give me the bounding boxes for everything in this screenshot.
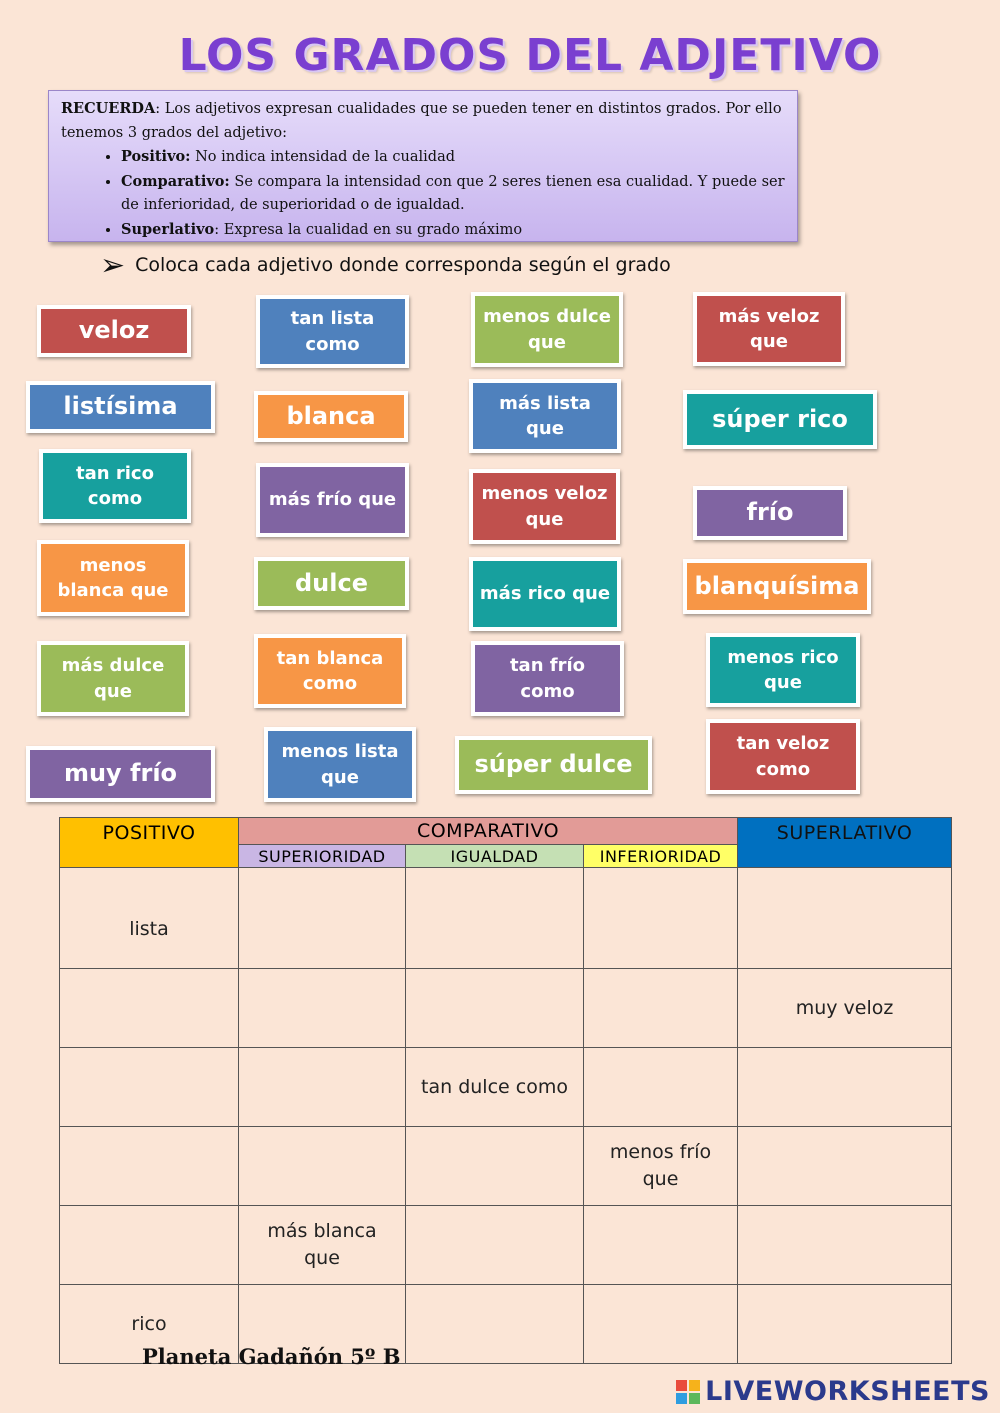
adjective-card[interactable]: tan frío como — [471, 641, 624, 716]
drop-cell[interactable] — [584, 969, 738, 1048]
header-igualdad: IGUALDAD — [406, 845, 584, 868]
drop-cell[interactable] — [60, 969, 239, 1048]
drop-cell[interactable] — [584, 1285, 738, 1364]
instruction-text: Coloca cada adjetivo donde corresponda según el grado — [135, 254, 671, 276]
adjective-card[interactable]: frío — [693, 486, 847, 540]
arrow-bullet-icon: ➢ — [100, 248, 126, 283]
adjective-card[interactable]: menos veloz que — [469, 469, 620, 544]
header-superioridad: SUPERIORIDAD — [239, 845, 406, 868]
recuerda-intro — [61, 97, 785, 145]
grado-text: Se compara la intensidad con que 2 seres tienen esa cualidad. Y puede ser de inferioridad, de superioridad o de igualdad. — [121, 173, 785, 213]
drop-cell[interactable]: tan dulce como — [406, 1048, 584, 1127]
adjective-card[interactable]: dulce — [254, 557, 409, 610]
drop-cell[interactable] — [239, 1048, 406, 1127]
grados-list — [61, 145, 785, 242]
grado-comparativo — [121, 170, 785, 218]
drop-cell[interactable] — [60, 1127, 239, 1206]
drop-cell[interactable] — [406, 1285, 584, 1364]
page-title: LOS GRADOS DEL ADJETIVO — [178, 30, 882, 81]
table-row — [60, 969, 952, 1048]
drop-cell[interactable] — [738, 868, 952, 969]
header-superlativo: SUPERLATIVO — [738, 818, 952, 868]
adjective-card[interactable]: más frío que — [256, 463, 409, 537]
drop-cell[interactable]: lista — [60, 868, 239, 969]
drop-cell[interactable] — [584, 1206, 738, 1285]
grado-text: : Expresa la cualidad en su grado máximo — [214, 221, 523, 238]
drop-cell[interactable] — [738, 1285, 952, 1364]
adjective-card[interactable]: muy frío — [26, 746, 215, 802]
drop-cell[interactable] — [239, 1127, 406, 1206]
liveworksheets-logo — [676, 1376, 990, 1407]
adjective-card[interactable]: menos rico que — [706, 633, 860, 707]
grado-positivo — [121, 145, 785, 170]
drop-cell[interactable]: menos frío que — [584, 1127, 738, 1206]
grado-superlativo — [121, 218, 785, 243]
adjective-card[interactable]: veloz — [37, 305, 191, 357]
drop-cell[interactable] — [60, 1048, 239, 1127]
table-row — [60, 868, 952, 969]
recuerda-box — [48, 90, 798, 242]
adjective-card[interactable]: blanquísima — [683, 559, 871, 614]
drop-cell[interactable] — [584, 868, 738, 969]
drop-cell[interactable] — [406, 1206, 584, 1285]
drop-cell[interactable] — [738, 1206, 952, 1285]
adjective-card[interactable]: menos dulce que — [471, 292, 623, 367]
adjective-card[interactable]: menos lista que — [264, 727, 416, 802]
drop-cell[interactable]: más blanca que — [239, 1206, 406, 1285]
table-row — [60, 1206, 952, 1285]
drop-cell[interactable] — [239, 868, 406, 969]
grado-term: Superlativo — [121, 220, 215, 238]
drop-cell[interactable] — [406, 1127, 584, 1206]
adjective-card[interactable]: tan rico como — [39, 449, 191, 523]
drop-cell[interactable] — [738, 1048, 952, 1127]
grados-table — [59, 817, 952, 1364]
drop-cell[interactable] — [60, 1206, 239, 1285]
drop-cell[interactable] — [406, 969, 584, 1048]
adjective-card[interactable]: más lista que — [469, 379, 621, 453]
adjective-card[interactable]: tan blanca como — [254, 634, 406, 708]
drop-cell[interactable] — [239, 969, 406, 1048]
header-positivo: POSITIVO — [60, 818, 239, 868]
instruction — [100, 248, 671, 283]
drop-cell[interactable] — [584, 1048, 738, 1127]
adjective-card[interactable]: blanca — [254, 391, 408, 442]
recuerda-intro-text: : Los adjetivos expresan cualidades que se pueden tener en distintos grados. Por ello tenemos 3 grados del adjetivo: — [61, 101, 782, 141]
table-row — [60, 1127, 952, 1206]
table-row — [60, 1048, 952, 1127]
adjective-card[interactable]: más veloz que — [693, 292, 845, 366]
adjective-card[interactable]: más rico que — [469, 557, 621, 631]
recuerda-label: RECUERDA — [61, 100, 156, 117]
header-comparativo: COMPARATIVO — [239, 818, 738, 845]
grado-text: No indica intensidad de la cualidad — [190, 149, 455, 165]
grado-term: Positivo: — [121, 148, 191, 165]
adjective-card[interactable]: súper rico — [683, 390, 877, 449]
footer-credit: Planeta Gadañón 5º B — [142, 1344, 401, 1369]
header-inferioridad: INFERIORIDAD — [584, 845, 738, 868]
adjective-card[interactable]: listísima — [26, 381, 215, 433]
adjective-card[interactable]: menos blanca que — [37, 540, 189, 616]
adjective-card[interactable]: tan lista como — [256, 295, 409, 368]
drop-cell[interactable] — [406, 868, 584, 969]
adjective-card[interactable]: súper dulce — [455, 736, 652, 794]
adjective-card[interactable]: más dulce que — [37, 641, 189, 716]
grado-term: Comparativo: — [121, 172, 230, 190]
brand-text: LIVEWORKSHEETS — [705, 1376, 990, 1407]
drop-cell[interactable]: rico — [60, 1285, 239, 1364]
drop-cell[interactable] — [738, 1127, 952, 1206]
drop-cell[interactable]: muy veloz — [738, 969, 952, 1048]
adjective-card[interactable]: tan veloz como — [706, 719, 860, 794]
liveworksheets-logo-icon — [676, 1380, 700, 1404]
